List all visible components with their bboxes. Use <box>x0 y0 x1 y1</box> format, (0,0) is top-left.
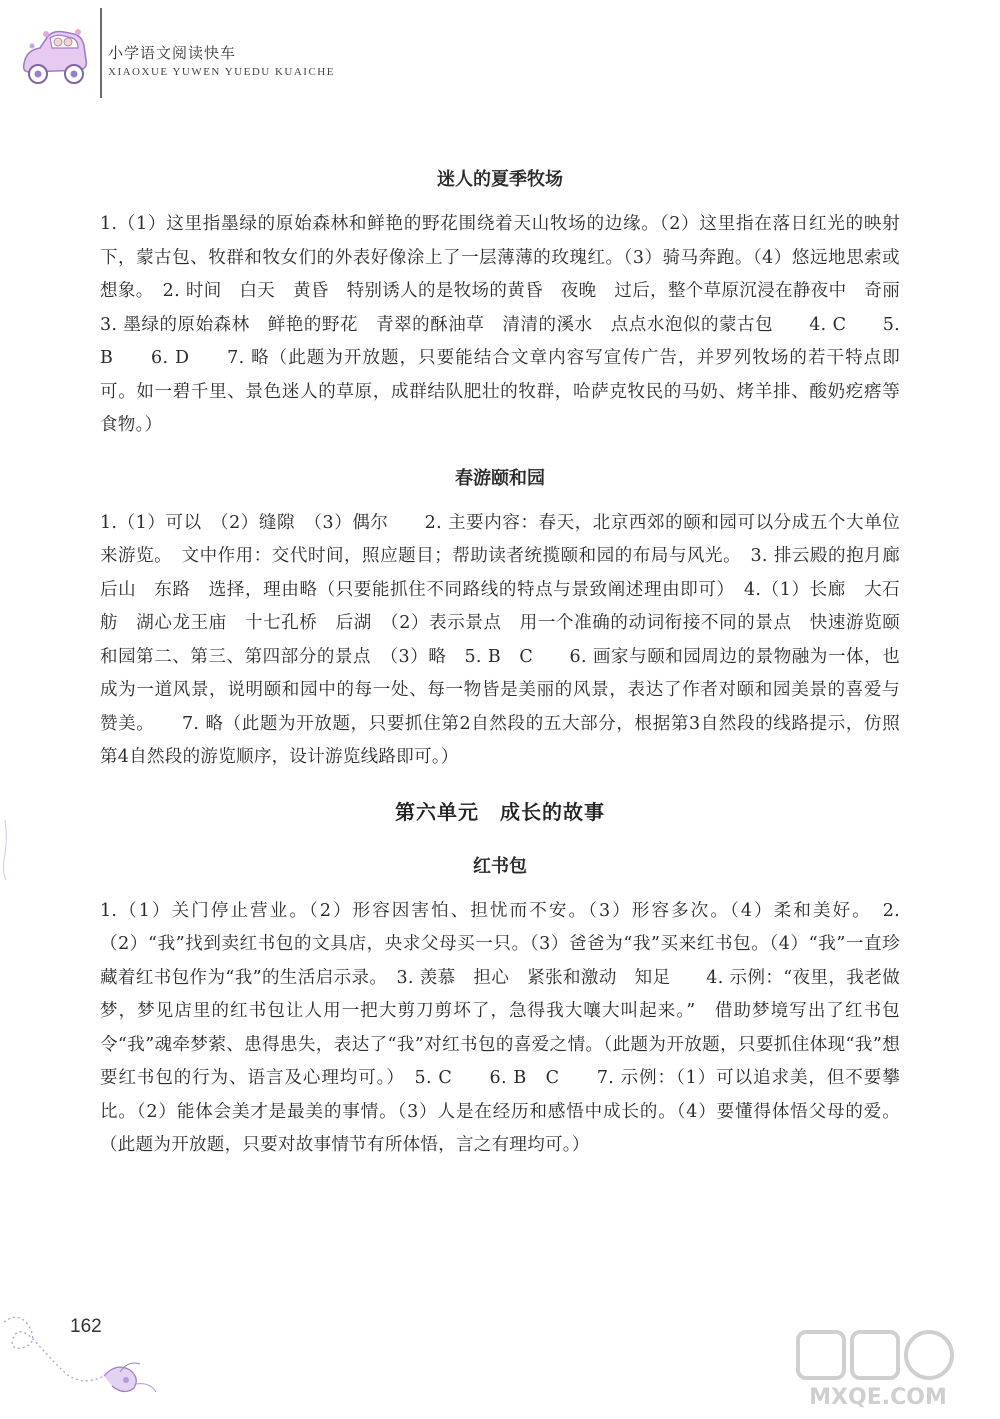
watermark-url: MXQE.COM <box>809 1385 947 1410</box>
margin-mark <box>2 820 12 880</box>
watermark-logo <box>778 1330 978 1410</box>
section-title: 春游颐和园 <box>455 467 545 489</box>
page-number: 162 <box>70 1316 102 1337</box>
unit-title: 第六单元 成长的故事 <box>395 799 605 824</box>
flower-vine-icon <box>0 1300 170 1400</box>
section-title: 红书包 <box>473 855 527 877</box>
book-title: 小学语文阅读快车 <box>108 44 237 62</box>
header-divider <box>100 8 102 98</box>
answer-paragraph: 1.（1）这里指墨绿的原始森林和鲜艳的野花围绕着天山牧场的边缘。（2）这里指在落日红光的映射下，蒙古包、牧群和牧女们的外表好像涂上了一层薄薄的玫瑰红。（3）骑马奔跑。（4）悠远地思索或想象。 2. 时间 白天 黄昏 特别诱人的是牧场的黄昏 夜晚 过后，整个草原沉浸在静夜中 奇丽 3. 墨绿的原始森林 鲜艳的野花 青翠的酥油草 清清的溪水 点点水泡似的蒙古包 4. C 5. B 6. D 7. 略（此题为开放题，只要能结合文章内容写宣传广告，并罗列牧场的若干特点即可。如一碧千里、景色迷人的草原，成群结队肥壮的牧群，哈萨克牧民的马奶、烤羊排、酸奶疙瘩等食物。） <box>100 214 918 435</box>
page-header <box>0 0 1000 110</box>
section-title: 迷人的夏季牧场 <box>437 169 563 190</box>
main-content <box>100 160 918 1179</box>
book-subtitle: XIAOXUE YUWEN YUEDU KUAICHE <box>108 66 335 78</box>
answer-paragraph: 1.（1）可以 （2）缝隙 （3）偶尔 2. 主要内容：春天，北京西郊的颐和园可以分成五个大单位来游览。 文中作用：交代时间，照应题目；帮助读者统揽颐和园的布局与风光。 3. 排云殿的抱月廊 后山 东路 选择，理由略（只要能抓住不同路线的特点与景致阐述理由即可） 4.（1）长廊 大石舫 湖心龙王庙 十七孔桥 后湖 （2）表示景点 用一个准确的动词衔接不同的景点 快速游览颐和园第二、第三、第四部分的景点 （3）略 5. B C 6. 画家与颐和园周边的景物融为一体，也成为一道风景，说明颐和园中的每一处、每一物皆是美丽的风景，表达了作者对颐和园美景的喜爱与赞美。 7. 略（此题为开放题，只要抓住第2自然段的五大部分，根据第3自然段的线路提示，仿照第4自然段的游览顺序，设计游览线路即可。） <box>100 512 918 767</box>
answer-paragraph: 1.（1）关门停止营业。（2）形容因害怕、担忧而不安。（3）形容多次。（4）柔和美好。 2.（2）“我”找到卖红书包的文具店，央求父母买一只。（3）爸爸为“我”买来红书包。（4）“我”一直珍藏着红书包作为“我”的生活启示录。 3. 羡慕 担心 紧张和激动 知足 4. 示例：“夜里，我老做梦，梦见店里的红书包让人用一把大剪刀剪坏了，急得我大嚷大叫起来。” 借助梦境写出了红书包令“我”魂牵梦萦、患得患失，表达了“我”对红书包的喜爱之情。（此题为开放题，只要抓住体现“我”想要红书包的行为、语言及心理均可。） 5. C 6. B C 7. 示例：（1）可以追求美，但不要攀比。（2）能体会美才是最美的事情。（3）人是在经历和感悟中成长的。（4）要懂得体悟父母的爱。（此题为开放题，只要对故事情节有所体悟，言之有理均可。） <box>100 900 900 1155</box>
toy-car-icon <box>18 24 92 90</box>
